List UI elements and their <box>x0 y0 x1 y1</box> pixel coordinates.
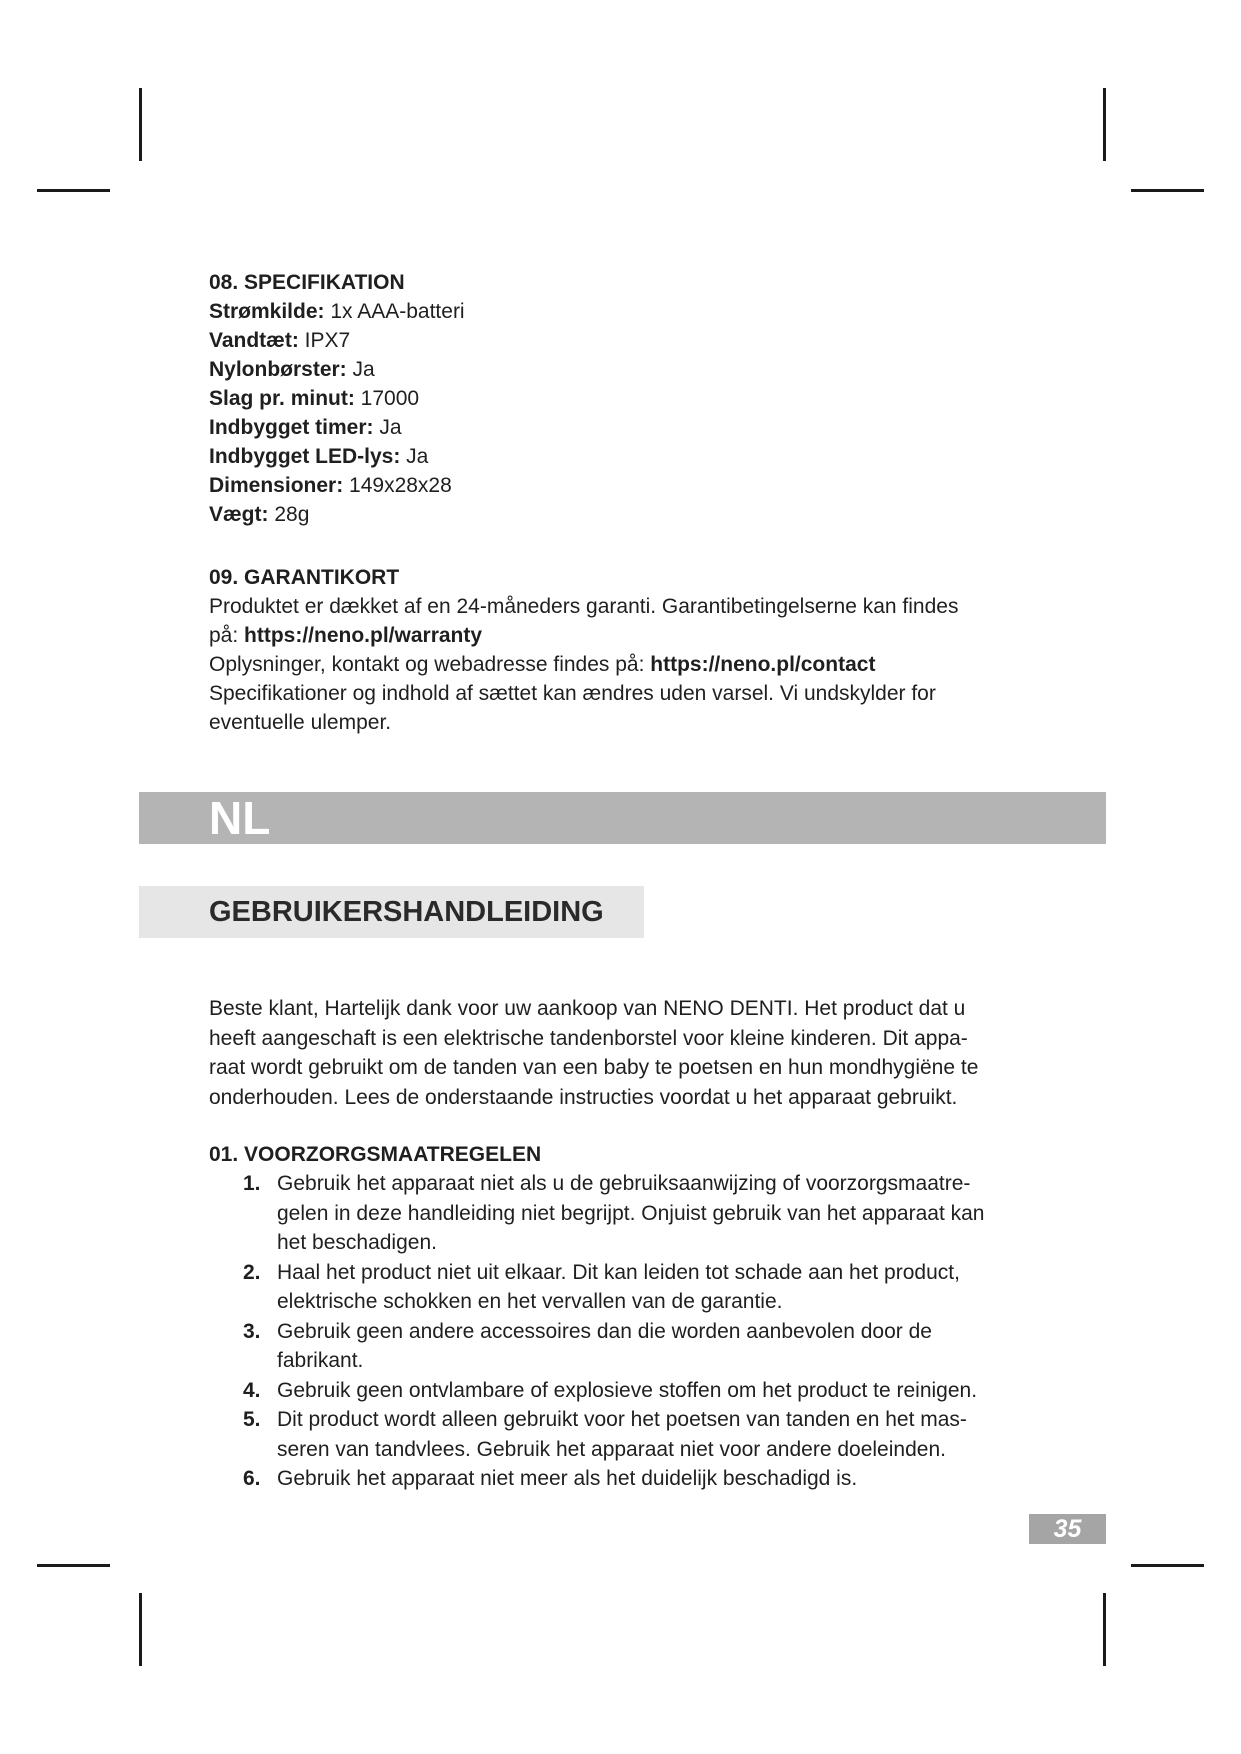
item-number: 1. <box>243 1172 261 1195</box>
list-item: 2. Haal het product niet uit elkaar. Dit kan leiden tot schade aan het product, elektrische schokken en het vervallen van de garantie. <box>209 1258 1039 1317</box>
contact-link[interactable]: https://neno.pl/contact <box>650 653 876 676</box>
warranty-section <box>209 563 1039 737</box>
list-item: 4. Gebruik geen ontvlambare of explosieve stoffen om het product te reinigen. <box>209 1376 1039 1406</box>
intro-line: onderhouden. Lees de onderstaande instructies voordat u het apparaat gebruikt. <box>209 1085 958 1109</box>
precautions-list <box>209 1169 1039 1494</box>
item-number: 5. <box>243 1408 261 1431</box>
spec-row: Strømkilde: 1x AAA-batteri <box>209 300 465 323</box>
item-number: 2. <box>243 1260 261 1284</box>
intro-line: Beste klant, Hartelijk dank voor uw aankoop van NENO DENTI. Het product dat u <box>209 997 966 1020</box>
spec-row: Indbygget LED-lys: Ja <box>209 445 429 468</box>
crop-mark-top-left-vertical <box>139 88 142 161</box>
intro-line: heeft aangeschaft is een elektrische tandenborstel voor kleine kinderen. Dit appa- <box>209 1026 968 1050</box>
list-item: 5. Dit product wordt alleen gebruikt voor het poetsen van tanden en het mas- seren van tandvlees. Gebruik het apparaat niet voor andere doeleinden. <box>209 1405 1039 1464</box>
item-number: 3. <box>243 1319 261 1343</box>
specification-section <box>209 268 1039 529</box>
item-number: 4. <box>243 1378 261 1402</box>
crop-mark-bottom-right-horizontal <box>1131 1564 1204 1567</box>
manual-title-bar <box>139 886 644 938</box>
crop-mark-bottom-left-vertical <box>139 1593 142 1666</box>
list-item: 3. Gebruik geen andere accessoires dan die worden aanbevolen door de fabrikant. <box>209 1317 1039 1376</box>
spec-row: Indbygget timer: Ja <box>209 416 402 439</box>
page-number: 35 <box>1029 1514 1106 1544</box>
language-code: NL <box>209 792 271 844</box>
list-item: 6. Gebruik het apparaat niet meer als het duidelijk beschadigd is. <box>209 1464 1039 1494</box>
warranty-text: eventuelle ulemper. <box>209 711 392 734</box>
crop-mark-top-right-vertical <box>1103 88 1106 161</box>
warranty-text: Produktet er dækket af en 24-måneders garanti. Garantibetingelserne kan findes <box>209 595 959 618</box>
precautions-title: 01. VOORZORGSMAATREGELEN <box>209 1143 542 1166</box>
spec-row: Slag pr. minut: 17000 <box>209 387 420 410</box>
language-bar <box>139 792 1106 844</box>
specification-title: 08. SPECIFIKATION <box>209 271 405 294</box>
spec-row: Nylonbørster: Ja <box>209 358 375 381</box>
warranty-link[interactable]: https://neno.pl/warranty <box>244 624 483 647</box>
intro-line: raat wordt gebruikt om de tanden van een baby te poetsen en hun mondhygiëne te <box>209 1056 979 1079</box>
item-number: 6. <box>243 1467 261 1490</box>
warranty-title: 09. GARANTIKORT <box>209 566 400 589</box>
intro-paragraph <box>209 994 1039 1112</box>
crop-mark-top-right-horizontal <box>1131 189 1204 192</box>
manual-title: GEBRUIKERSHANDLEIDING <box>209 896 604 928</box>
warranty-text: Oplysninger, kontakt og webadresse findes på: https://neno.pl/contact <box>209 653 876 676</box>
warranty-text: på: https://neno.pl/warranty <box>209 624 483 647</box>
warranty-text: Specifikationer og indhold af sættet kan ændres uden varsel. Vi undskylder for <box>209 682 936 705</box>
spec-row: Vægt: 28g <box>209 503 310 526</box>
spec-row: Vandtæt: IPX7 <box>209 329 351 352</box>
spec-row: Dimensioner: 149x28x28 <box>209 474 452 497</box>
precautions-section <box>209 1140 1039 1494</box>
crop-mark-bottom-right-vertical <box>1103 1593 1106 1666</box>
crop-mark-top-left-horizontal <box>37 189 110 192</box>
list-item: 1. Gebruik het apparaat niet als u de gebruiksaanwijzing of voorzorgsmaatre- gelen in deze handleiding niet begrijpt. Onjuist gebruik van het apparaat kan het beschadigen. <box>209 1169 1039 1258</box>
crop-mark-bottom-left-horizontal <box>37 1564 110 1567</box>
